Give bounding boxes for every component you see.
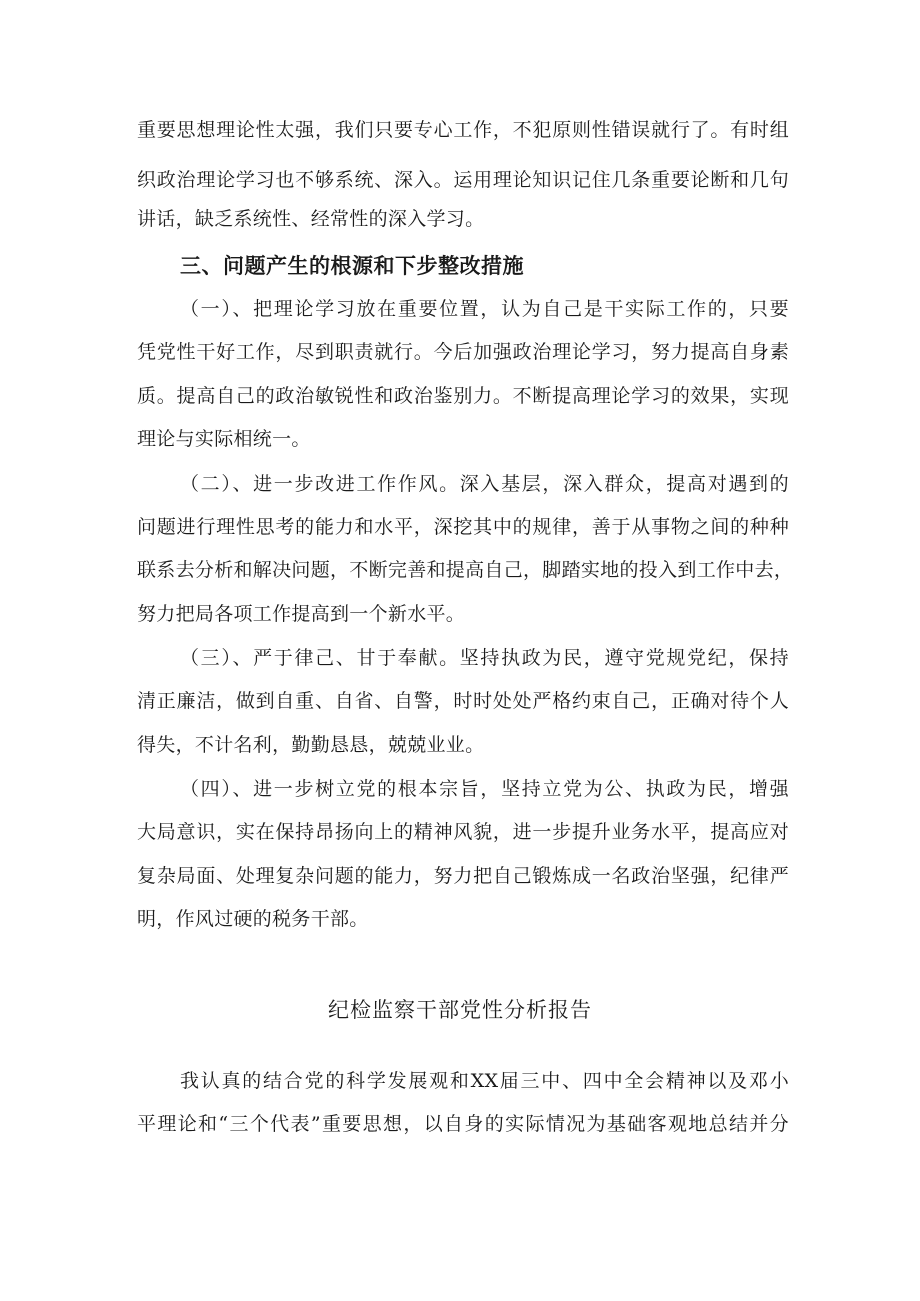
- item4-line-1: （四）、进一步树立党的根本宗旨，坚持立党为公、执政为民，增强: [180, 778, 789, 800]
- item1-line-4: 理论与实际相统一。: [137, 428, 311, 450]
- report-line-1: 我认真的结合党的科学发展观和XX届三中、四中全会精神以及邓小: [180, 1070, 789, 1092]
- item2-line-3: 联系去分析和解决问题，不断完善和提高自己，脚踏实地的投入到工作中去，: [137, 559, 794, 581]
- item1-line-3: 质。提高自己的政治敏锐性和政治鉴别力。不断提高理论学习的效果，实现: [137, 385, 789, 407]
- item3-line-3: 得失，不计名利，勤勤恳恳，兢兢业业。: [137, 734, 485, 756]
- item3-line-1: （三）、严于律己、甘于奉献。坚持执政为民，遵守党规党纪，保持: [180, 647, 789, 669]
- item4-line-4: 明，作风过硬的税务干部。: [137, 908, 369, 930]
- item2-line-1: （二）、进一步改进工作作风。深入基层，深入群众，提高对遇到的: [180, 473, 789, 495]
- item1-line-1: （一）、把理论学习放在重要位置，认为自己是干实际工作的，只要: [180, 298, 789, 320]
- item2-line-2: 问题进行理性思考的能力和水平，深挖其中的规律，善于从事物之间的种种: [137, 516, 789, 538]
- item2-line-4: 努力把局各项工作提高到一个新水平。: [137, 603, 466, 625]
- item1-line-2: 凭党性干好工作，尽到职责就行。今后加强政治理论学习，努力提高自身素: [137, 341, 789, 363]
- intro-line-3: 讲话，缺乏系统性、经常性的深入学习。: [137, 208, 485, 230]
- report-title: 纪检监察干部党性分析报告: [328, 998, 592, 1022]
- intro-line-1: 重要思想理论性太强，我们只要专心工作，不犯原则性错误就行了。有时组: [137, 119, 789, 141]
- report-line-2: 平理论和“三个代表”重要思想，以自身的实际情况为基础客观地总结并分: [137, 1113, 789, 1135]
- item4-line-2: 大局意识，实在保持昂扬向上的精神风貌，进一步提升业务水平，提高应对: [137, 821, 789, 843]
- section-heading: 三、问题产生的根源和下步整改措施: [180, 254, 524, 278]
- item4-line-3: 复杂局面、处理复杂问题的能力，努力把自己锻炼成一名政治坚强，纪律严: [137, 865, 789, 887]
- item3-line-2: 清正廉洁，做到自重、自省、自警，时时处处严格约束自己，正确对待个人: [137, 690, 789, 712]
- intro-line-2: 织政治理论学习也不够系统、深入。运用理论知识记住几条重要论断和几句: [137, 169, 789, 191]
